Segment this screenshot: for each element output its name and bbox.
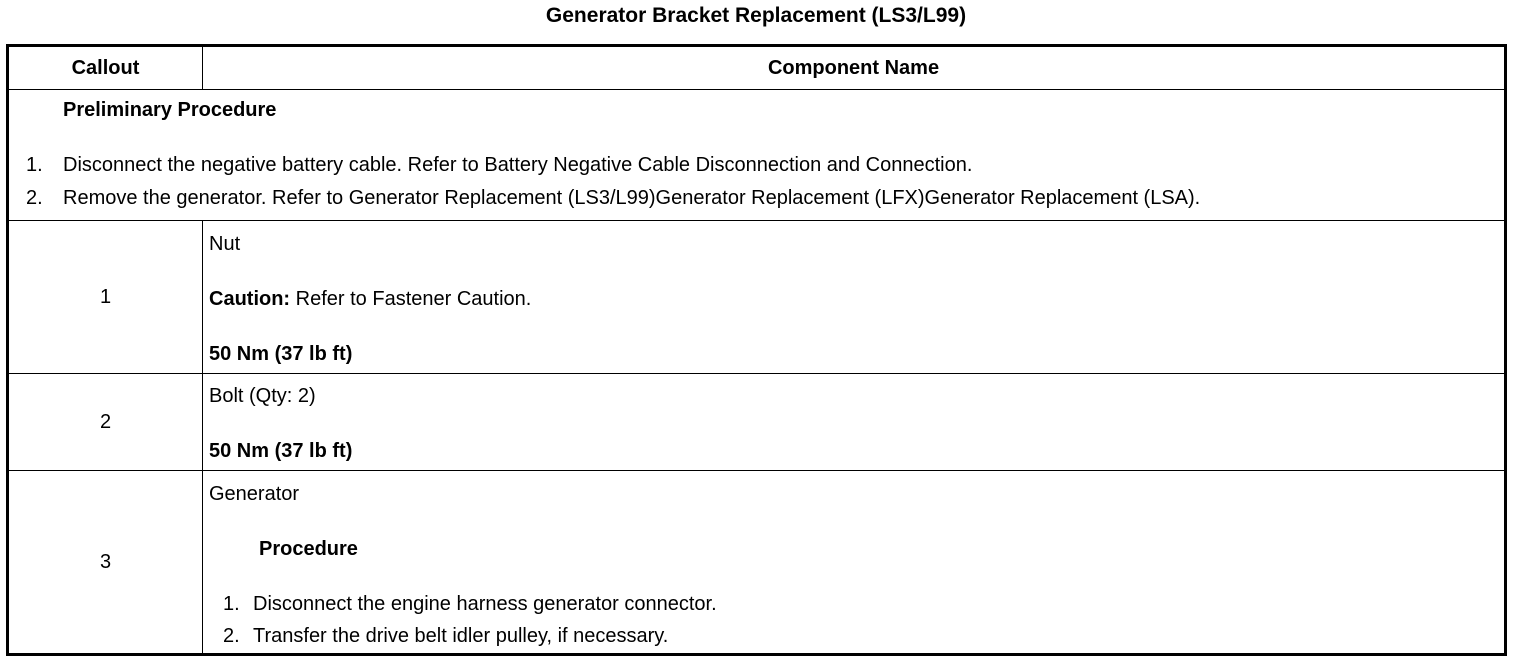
procedure-heading: Procedure — [259, 538, 358, 560]
preliminary-heading: Preliminary Procedure — [63, 99, 277, 121]
caution-text: Refer to Fastener Caution. — [290, 288, 532, 310]
torque-spec: 50 Nm (37 lb ft) — [209, 440, 353, 462]
preliminary-procedure — [9, 89, 1504, 220]
table-row — [9, 373, 1504, 470]
component-cell — [203, 471, 1504, 653]
header-callout: Callout — [9, 47, 203, 89]
torque-spec: 50 Nm (37 lb ft) — [209, 343, 353, 365]
callout-number: 1 — [9, 221, 203, 373]
preliminary-step — [26, 152, 972, 178]
step-text: Disconnect the negative battery cable. Refer to Battery Negative Cable Disconnection and Connection. — [63, 154, 973, 176]
components-table — [6, 44, 1507, 656]
step-text: Disconnect the engine harness generator connector. — [253, 593, 717, 615]
component-cell — [203, 374, 1504, 470]
step-number: 1. — [26, 154, 43, 176]
component-name: Nut — [209, 233, 241, 255]
caution-note — [209, 286, 531, 312]
component-name: Bolt (Qty: 2) — [209, 385, 316, 407]
step-number: 2. — [26, 187, 43, 209]
step-number: 2. — [223, 625, 240, 647]
step-number: 1. — [223, 593, 240, 615]
caution-label: Caution: — [209, 288, 291, 310]
table-row — [9, 220, 1504, 373]
component-cell — [203, 221, 1504, 373]
callout-number: 3 — [9, 471, 203, 653]
step-text: Remove the generator. Refer to Generator Replacement (LS3/L99)Generator Replacement (LFX)Generator Replacement (LSA). — [63, 187, 1201, 209]
table-row — [9, 470, 1504, 653]
page-title: Generator Bracket Replacement (LS3/L99) — [545, 4, 967, 27]
procedure-step — [223, 591, 717, 617]
step-text: Transfer the drive belt idler pulley, if necessary. — [253, 625, 669, 647]
procedure-step — [223, 623, 668, 649]
table-header-row — [9, 47, 1504, 89]
component-name: Generator — [209, 483, 300, 505]
callout-number: 2 — [9, 374, 203, 470]
preliminary-step — [26, 185, 1200, 211]
header-component-name: Component Name — [767, 56, 940, 79]
